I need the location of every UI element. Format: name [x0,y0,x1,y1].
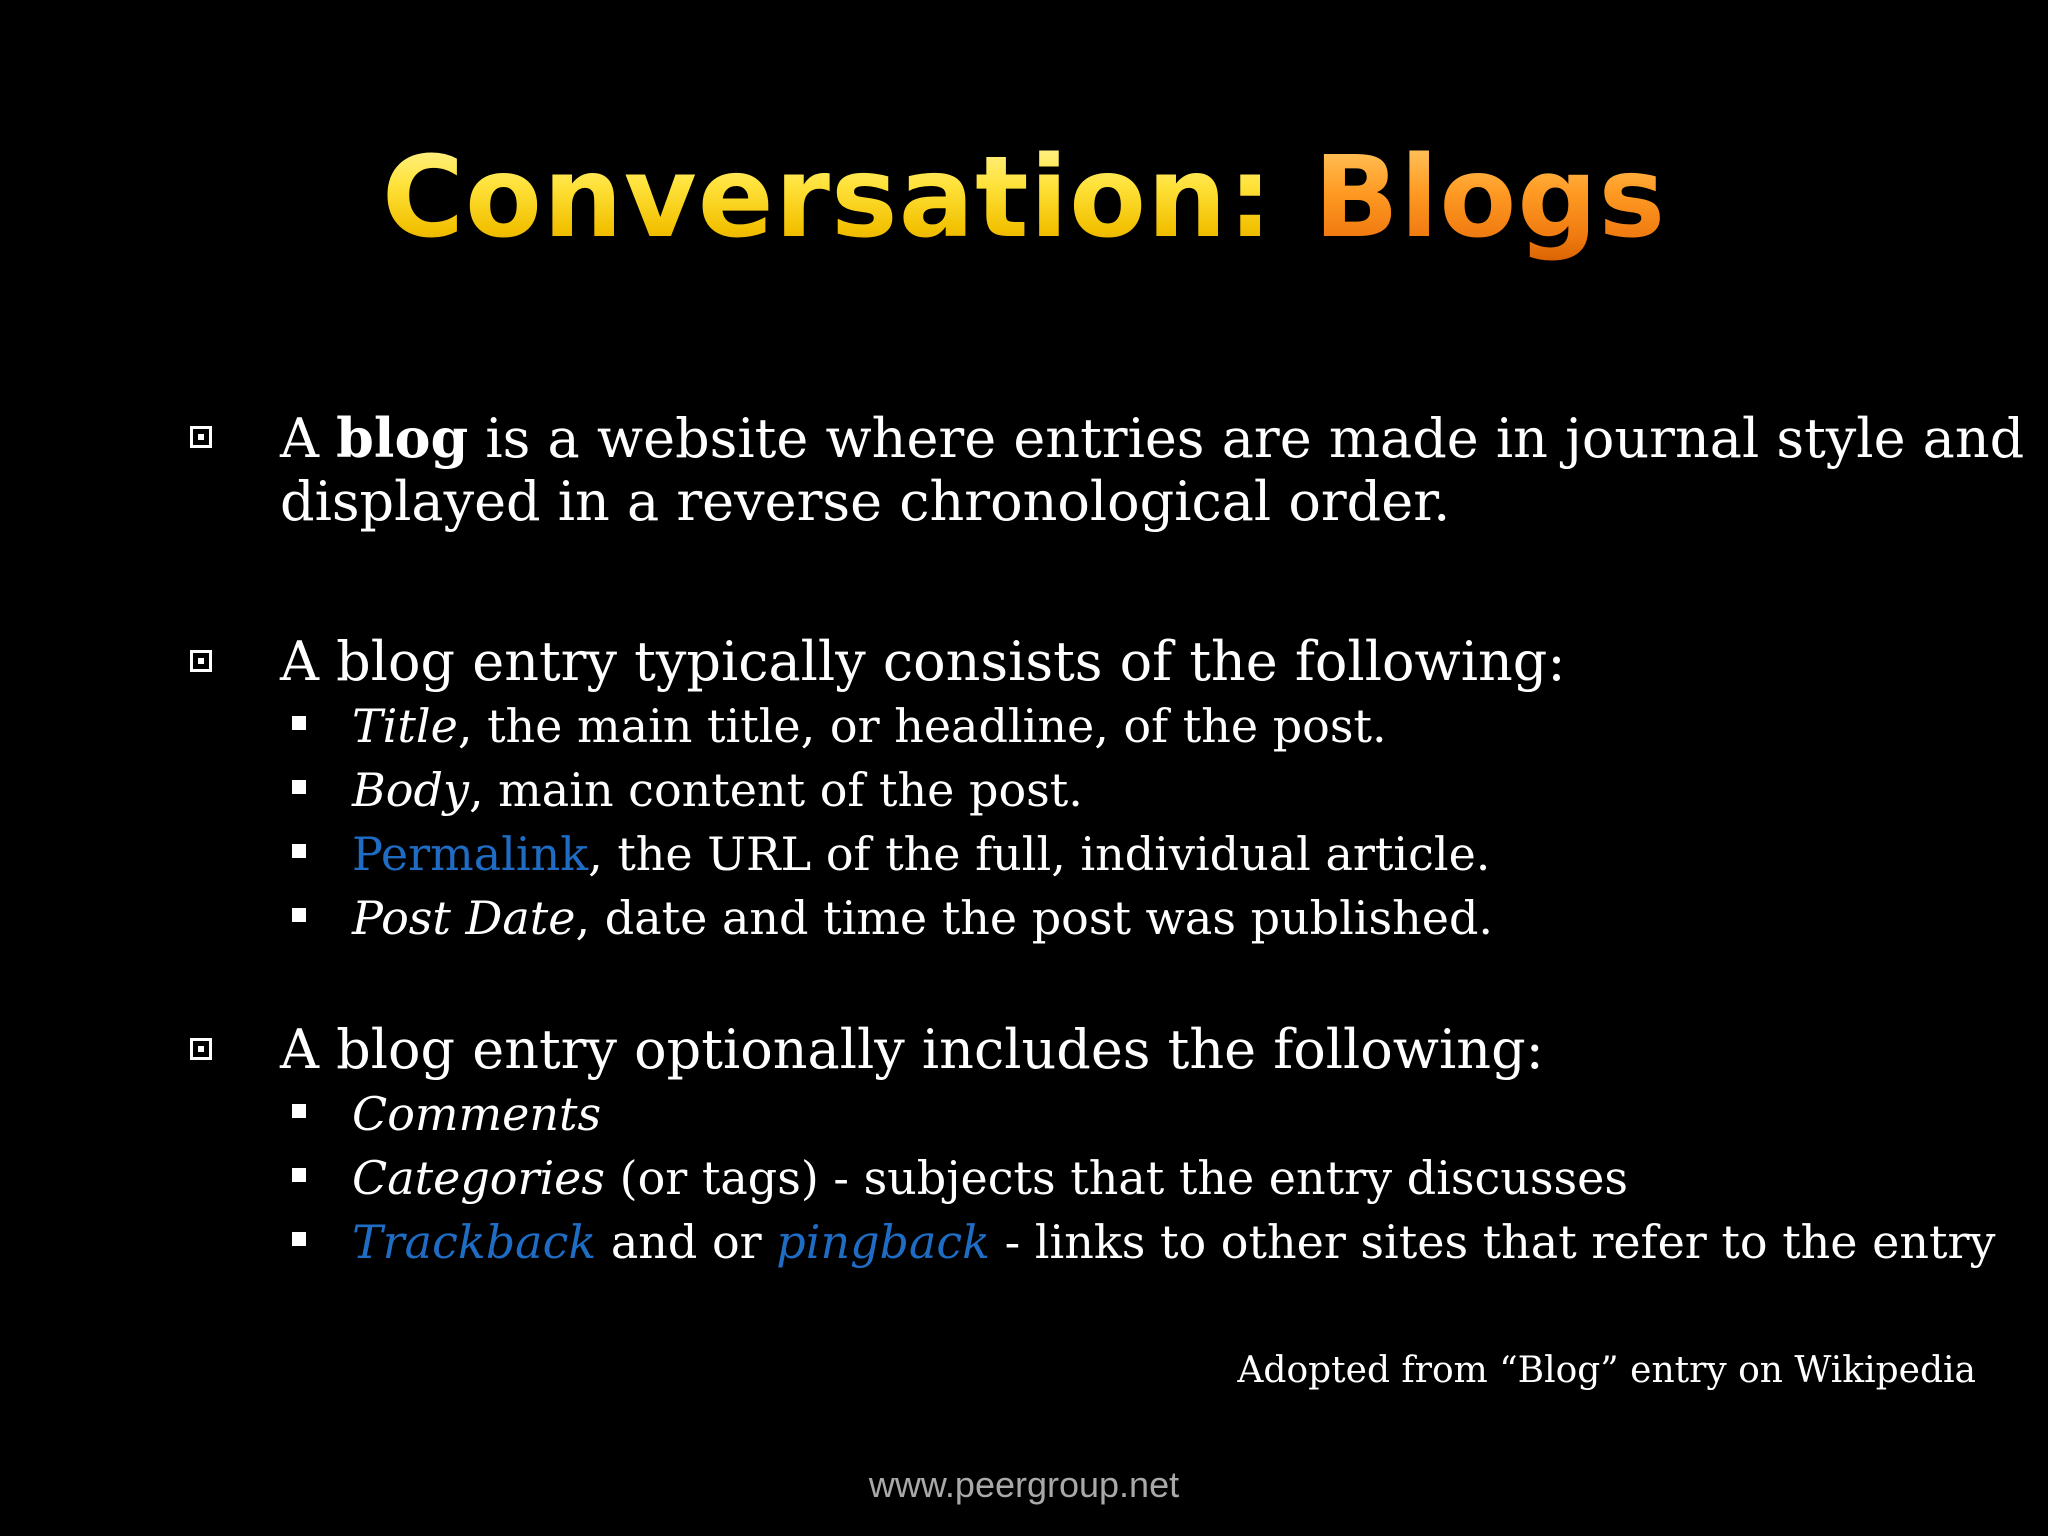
citation: Adopted from “Blog” entry on Wikipedia [1237,1350,1976,1391]
small-square-bullet-icon [292,780,306,794]
sub-item-permalink [352,822,1490,886]
sub-item-comments [352,1082,601,1146]
square-bullet-icon [190,426,212,448]
sub-item-text: , main content of the post. [468,763,1083,817]
sub-item-term: Post Date [352,891,576,945]
small-square-bullet-icon [292,1168,306,1182]
sub-item-categories [352,1146,1628,1210]
permalink-link[interactable]: Permalink [352,827,589,881]
bullet-2-text: A blog entry typically consists of the following: [280,630,1566,693]
sub-item-text: - links to other sites that refer to the entry [990,1215,1996,1269]
sub-item-term: Title [352,699,458,753]
sub-item-term: Categories [352,1151,605,1205]
square-bullet-icon [190,650,212,672]
bullet-3-text: A blog entry optionally includes the following: [280,1018,1544,1081]
small-square-bullet-icon [292,908,306,922]
sub-item-text: (or tags) - subjects that the entry discusses [605,1151,1628,1205]
sub-item-term: Comments [352,1087,602,1141]
bullet-1-bold-term: blog [336,406,469,470]
small-square-bullet-icon [292,1104,306,1118]
sub-item-text: , the URL of the full, individual article. [588,827,1491,881]
sub-item-term: Body [352,763,469,817]
sub-item-trackback [352,1210,1995,1274]
slide-title-part2: Blogs [1313,133,1667,263]
pingback-link[interactable]: pingback [776,1215,991,1269]
slide-title-part1: Conversation: [381,133,1314,263]
square-bullet-icon [190,1038,212,1060]
sub-item-post-date [352,886,1493,950]
sub-item-text: , date and time the post was published. [575,891,1494,945]
trackback-link[interactable]: Trackback [352,1215,597,1269]
bullet-1-line-1 [280,406,2024,471]
sub-item-title [352,694,1387,758]
sub-item-text: and or [596,1215,777,1269]
small-square-bullet-icon [292,716,306,730]
sub-item-body [352,758,1083,822]
slide-title [0,128,2048,268]
bullet-1-prefix: A [280,407,337,470]
bullet-1-suffix: is a website where entries are made in journal style and [468,407,2025,470]
footer-url: www.peergroup.net [868,1464,1180,1505]
small-square-bullet-icon [292,1232,306,1246]
sub-item-text: , the main title, or headline, of the post. [457,699,1387,753]
small-square-bullet-icon [292,844,306,858]
bullet-1-line-2: displayed in a reverse chronological order. [280,470,1451,533]
